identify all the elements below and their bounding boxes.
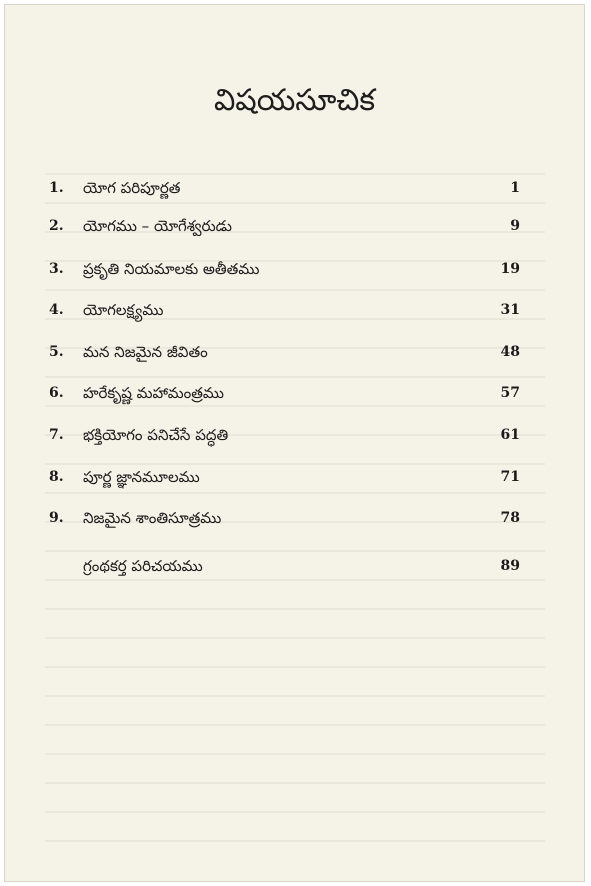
page-title: విషయసూచిక	[213, 83, 376, 118]
toc-entry-title: యోగ పరిపూర్ణత	[83, 179, 181, 197]
toc-entry-number: 1.	[49, 180, 64, 196]
toc-entry-title: మన నిజమైన జీవితం	[83, 343, 208, 361]
toc-entry-title: పూర్ణ జ్ఞానమూలము	[83, 468, 200, 486]
toc-entry-title: భక్తియోగం పనిచేసే పద్ధతి	[83, 426, 229, 444]
toc-entry-number: 6.	[49, 385, 64, 401]
toc-entry-page: 61	[500, 427, 520, 443]
toc-entry	[5, 555, 586, 581]
toc-entry-page: 78	[500, 510, 520, 526]
toc-entry-page: 57	[500, 385, 520, 401]
toc-entry	[5, 382, 586, 408]
toc-entry-title: యోగము – యోగేశ్వరుడు	[83, 217, 232, 235]
toc-entry-title: యోగలక్ష్యము	[83, 301, 164, 319]
toc-entry	[5, 177, 586, 203]
toc-entry-page: 19	[500, 261, 520, 277]
toc-entry-number: 8.	[49, 469, 64, 485]
toc-entry-page: 71	[500, 469, 520, 485]
toc-entry-number: 9.	[49, 510, 64, 526]
toc-entry-number: 5.	[49, 344, 64, 360]
toc-entry	[5, 466, 586, 492]
toc-entry-page: 31	[500, 302, 520, 318]
toc-entry-title: నిజమైన శాంతిసూత్రము	[83, 509, 222, 527]
toc-entry-page: 48	[500, 344, 520, 360]
toc-entry	[5, 215, 586, 241]
toc-entry-number: 3.	[49, 261, 64, 277]
toc-entry-number: 7.	[49, 427, 64, 443]
toc-entry-number: 2.	[49, 218, 64, 234]
toc-entry	[5, 424, 586, 450]
toc-entry-page: 1	[510, 180, 520, 196]
toc-entry-page: 9	[510, 218, 520, 234]
toc-entry-title: గ్రంథకర్త పరిచయము	[83, 557, 203, 575]
toc-entry	[5, 341, 586, 367]
toc-entry-page: 89	[500, 558, 520, 574]
toc-entry-title: హరేకృష్ణ మహామంత్రము	[83, 384, 224, 402]
toc-entry-title: ప్రకృతి నియమాలకు అతీతము	[83, 260, 260, 278]
toc-entry	[5, 299, 586, 325]
book-page	[4, 4, 585, 882]
toc-entry	[5, 258, 586, 284]
toc-entry-number: 4.	[49, 302, 64, 318]
toc-entry	[5, 507, 586, 533]
